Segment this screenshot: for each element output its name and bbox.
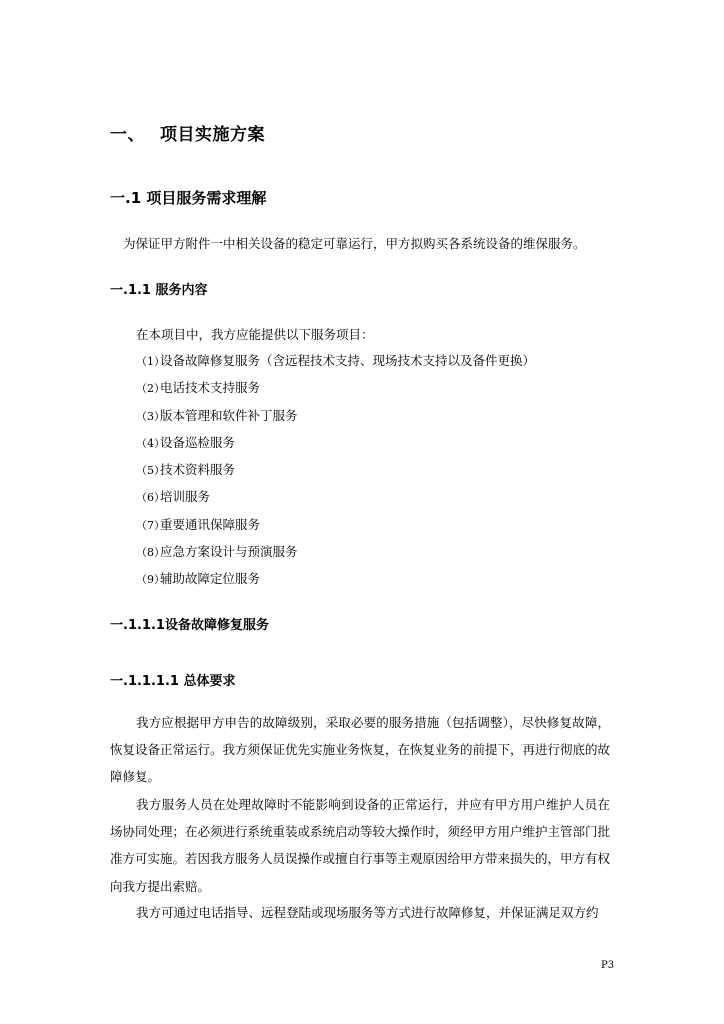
- list-item-text: 版本管理和软件补丁服务: [160, 407, 298, 423]
- list-item-index: （2）: [136, 382, 165, 396]
- list-item-text: 应急方案设计与预演服务: [160, 544, 298, 560]
- list-item-index: （8）: [136, 546, 165, 560]
- list-item: [136, 433, 535, 460]
- list-item-index: （7）: [136, 518, 165, 532]
- heading-level-1-number: 一、: [110, 125, 145, 145]
- list-item-index: （5）: [136, 464, 165, 478]
- body-paragraph: 我方应根据甲方申告的故障级别，采取必要的服务措施（包括调整），尽快修复故障，恢复设备正常运行。我方须保证优先实施业务恢复，在恢复业务的前提下，再进行彻底的故障修复。: [110, 715, 611, 785]
- list-item-text: 辅助故障定位服务: [160, 571, 261, 587]
- heading-level-4: 一.1.1.1设备故障修复服务: [110, 618, 269, 633]
- heading-level-1-title: 项目实施方案: [160, 125, 265, 145]
- intro-paragraph: 为保证甲方附件一中相关设备的稳定可靠运行，甲方拟购买各系统设备的维保服务。: [123, 236, 586, 251]
- list-item: [136, 378, 535, 405]
- list-item-index: （6）: [136, 491, 165, 505]
- list-item-index: （3）: [136, 409, 165, 423]
- list-item: [136, 406, 535, 433]
- list-item-text: 电话技术支持服务: [160, 380, 261, 396]
- list-item: [136, 351, 535, 378]
- heading-level-3: 一.1.1 服务内容: [110, 283, 208, 298]
- list-item-index: （9）: [136, 573, 165, 587]
- list-item: [136, 542, 535, 569]
- heading-level-1: [110, 120, 265, 145]
- list-item-text: 设备故障修复服务（含远程技术支持、现场技术支持以及备件更换）: [160, 353, 536, 368]
- list-item-text: 设备巡检服务: [160, 434, 236, 450]
- list-item: [136, 487, 535, 514]
- list-item-text: 重要通讯保障服务: [160, 516, 261, 532]
- list-item-index: （4）: [136, 436, 165, 450]
- list-item-text: 技术资料服务: [160, 462, 236, 478]
- list-item: [136, 569, 535, 596]
- services-lead-text: 在本项目中，我方应能提供以下服务项目：: [136, 327, 374, 342]
- services-list: [136, 351, 535, 597]
- list-item-index: （1）: [136, 355, 165, 368]
- body-paragraph: 我方可通过电话指导、远程登陆或现场服务等方式进行故障修复，并保证满足双方约: [136, 905, 599, 920]
- list-item: [136, 460, 535, 487]
- list-item: [136, 515, 535, 542]
- heading-level-2: 一.1 项目服务需求理解: [110, 189, 267, 207]
- page-number: P3: [601, 960, 615, 971]
- heading-level-5: 一.1.1.1.1 总体要求: [110, 674, 236, 689]
- list-item-text: 培训服务: [160, 489, 211, 505]
- body-paragraph: 我方服务人员在处理故障时不能影响到设备的正常运行，并应有甲方用户维护人员在场协同处理；在必须进行系统重装或系统启动等较大操作时，须经甲方用户维护主管部门批准方可实施。若因我方服务人员误操作或擅自行事等主观原因给甲方带来损失的，甲方有权向我方提出索赔。: [110, 797, 611, 894]
